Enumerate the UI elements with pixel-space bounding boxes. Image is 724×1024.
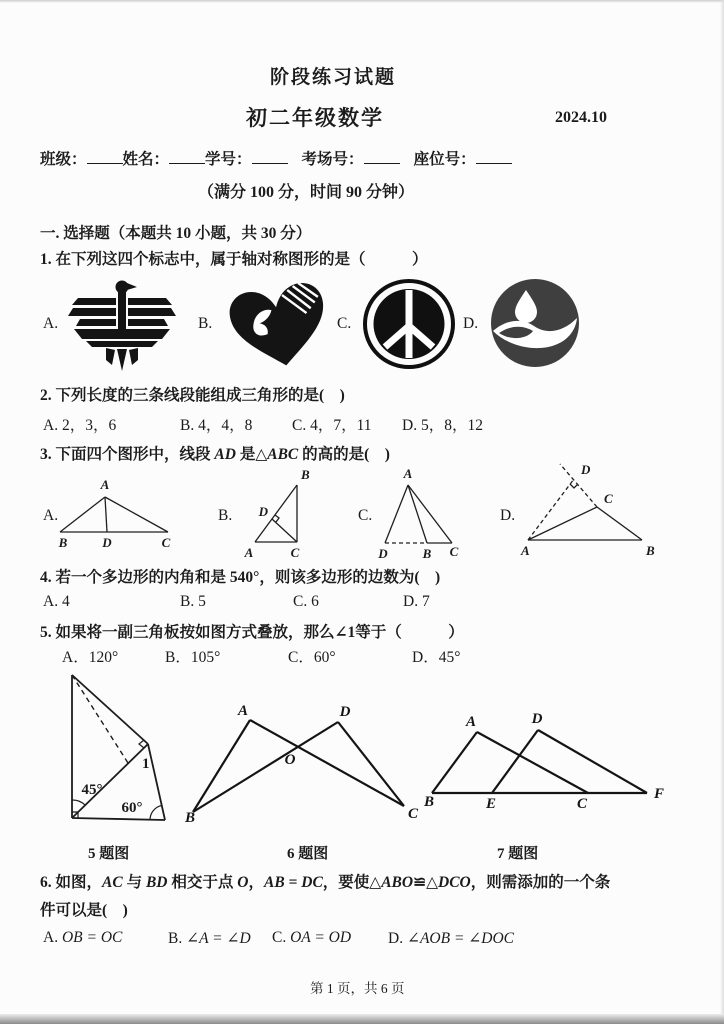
exam-room-field-label: 考场号： (301, 151, 364, 168)
q3-figure-d (515, 455, 665, 560)
vertex-label: B (422, 546, 432, 561)
student-id-blank-line (252, 149, 288, 164)
student-info-row (40, 147, 512, 169)
vertex-label: B (58, 535, 68, 550)
angle-1-label: 1 (142, 756, 150, 772)
scan-edge-bottom (0, 1014, 724, 1024)
q3-figure-c (370, 465, 475, 565)
q1-option-a-label: A. (43, 315, 59, 332)
exam-subtitle: 初二年级数学 (246, 106, 384, 130)
vertex-label: A (244, 545, 254, 560)
page-title: 阶段练习试题 (270, 67, 397, 88)
vertex-label: B (424, 794, 435, 810)
vertex-label: C (576, 796, 588, 812)
vertex-label: A (465, 714, 477, 730)
vertex-label: A (100, 477, 110, 492)
question-1-text: 1. 在下列这四个标志中，属于轴对称图形的是（ ） (40, 251, 428, 268)
question-3-text: 3. 下面四个图形中，线段 AD 是△ABC 的高的是( ) (40, 446, 390, 463)
question-5-text: 5. 如果将一副三角板按如图方式叠放，那么∠1等于（ ） (40, 624, 464, 641)
q3-option-b-label: B. (218, 507, 233, 524)
vertex-label: D (339, 704, 351, 720)
question-2-text: 2. 下列长度的三条线段能组成三角形的是( ) (40, 387, 345, 404)
q5-option-b: B．105° (165, 649, 221, 666)
q4-option-a: A. 4 (43, 593, 70, 610)
q2-option-a: A. 2，3，6 (43, 417, 117, 434)
question-6-text-line1: 6. 如图，AC 与 BD 相交于点 O，AB = DC，要使△ABO≌△DCO，则需添加的一个条 (40, 874, 611, 891)
peace-logo (361, 277, 457, 371)
exam-date: 2024.10 (555, 109, 607, 126)
figure-5-set-squares (38, 666, 178, 828)
q5-option-c: C．60° (288, 649, 336, 666)
figure-7-caption: 7 题图 (497, 846, 539, 862)
vertex-label: D (258, 504, 268, 519)
vertex-label: B (646, 543, 655, 558)
vertex-label: D (378, 546, 388, 561)
question-4-text: 4. 若一个多边形的内角和是 540°，则该多边形的边数为( ) (40, 569, 441, 586)
student-id-field-label: 学号： (205, 151, 252, 168)
figure-6-crossing-triangles (180, 702, 425, 824)
vertex-label: O (284, 752, 296, 768)
vertex-label: B (185, 810, 196, 826)
scan-edge-top (0, 0, 724, 3)
class-field-label: 班级： (40, 151, 87, 168)
q2-option-c: C. 4，7，11 (292, 417, 372, 434)
exam-room-blank-line (364, 149, 400, 164)
footer-page-number: 第 1 页，共 6 页 (310, 981, 405, 996)
vertex-label: A (237, 703, 249, 719)
q4-option-c: C. 6 (293, 593, 319, 610)
question-6-text-line2: 件可以是( ) (40, 902, 128, 919)
vertex-label: E (485, 796, 497, 812)
q3-option-a-label: A. (43, 507, 59, 524)
q5-option-a: A．120° (62, 649, 119, 666)
seat-blank-line (476, 149, 512, 164)
q6-option-d: D. ∠AOB = ∠DOC (388, 930, 514, 947)
vertex-label: C (604, 491, 613, 506)
q1-option-b-label: B. (198, 315, 213, 332)
q3-figure-a (55, 475, 193, 560)
water-drop-hand-logo (489, 277, 581, 369)
vertex-label: C (449, 544, 459, 559)
q4-option-b: B. 5 (180, 593, 206, 610)
q3-figure-b (235, 465, 320, 565)
q6-option-b: B. ∠A = ∠D (168, 930, 251, 947)
angle-60-label: 60° (121, 800, 143, 816)
vertex-label: C (290, 545, 300, 560)
figure-5-caption: 5 题图 (88, 846, 130, 862)
class-blank-line (87, 149, 123, 164)
q1-option-c-label: C. (337, 315, 352, 332)
score-time-line: （满分 100 分，时间 90 分钟） (198, 184, 415, 201)
q2-option-d: D. 5，8，12 (402, 417, 483, 434)
q6-option-a: A. OB = OC (43, 929, 123, 946)
vertex-label: D (102, 535, 112, 550)
figure-6-caption: 6 题图 (287, 846, 329, 862)
vertex-label: D (581, 462, 591, 477)
vertex-label: C (161, 535, 171, 550)
q5-option-d: D．45° (412, 649, 461, 666)
figure-7-overlapping-triangles (420, 702, 668, 820)
vertex-label: A (403, 466, 413, 481)
section-heading: 一. 选择题（本题共 10 小题，共 30 分） (40, 225, 312, 242)
q1-option-d-label: D. (463, 315, 479, 332)
q6-option-c: C. OA = OD (272, 929, 352, 946)
vertex-label: B (301, 467, 310, 482)
name-blank-line (169, 149, 205, 164)
vertex-label: A (521, 543, 530, 558)
q3-option-c-label: C. (358, 507, 373, 524)
vertex-label: F (654, 786, 665, 802)
vertex-label: C (408, 806, 419, 822)
heart-dove-hand-logo (221, 276, 338, 372)
scan-edge-right (720, 0, 724, 1024)
name-field-label: 姓名： (122, 151, 170, 168)
q4-option-d: D. 7 (403, 593, 430, 610)
q2-option-b: B. 4，4，8 (180, 417, 253, 434)
seat-field-label: 座位号： (413, 151, 476, 168)
q3-option-d-label: D. (500, 507, 516, 524)
angle-45-label: 45° (81, 782, 103, 798)
vertex-label: D (531, 711, 543, 727)
eagle-logo (60, 278, 184, 373)
